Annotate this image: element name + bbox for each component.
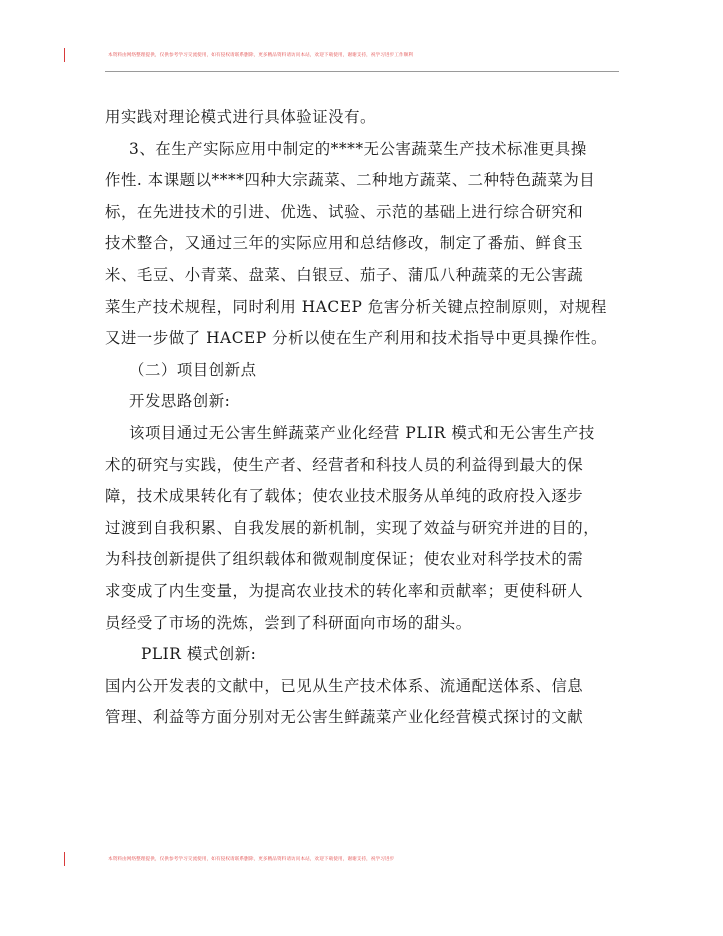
text-line: 又进一步做了 HACEP 分析以使在生产利用和技术指导中更具操作性。 <box>105 329 607 348</box>
text-line: 3、在生产实际应用中制定的****无公害蔬菜生产技术标准更具操 <box>129 139 587 158</box>
text-line: 标，在先进技术的引进、优选、试验、示范的基础上进行综合研究和 <box>105 202 584 221</box>
text-line: 国内公开发表的文献中，已见从生产技术体系、流通配送体系、信息 <box>105 676 584 695</box>
text-line: 障，技术成果转化有了载体；使农业技术服务从单纯的政府投入逐步 <box>105 487 584 506</box>
text-line: 该项目通过无公害生鲜蔬菜产业化经营 PLIR 模式和无公害生产技 <box>129 423 595 442</box>
text-line: 用实践对理论模式进行具体验证没有。 <box>105 108 376 126</box>
subsection-heading: 开发思路创新: <box>129 392 231 411</box>
text-line: 术的研究与实践，使生产者、经营者和科技人员的利益得到最大的保 <box>105 455 584 474</box>
header-rule <box>105 71 619 72</box>
text-line: 技术整合，又通过三年的实际应用和总结修改，制定了番茄、鲜食玉 <box>105 234 584 253</box>
text-line: 过渡到自我积累、自我发展的新机制，实现了效益与研究并进的目的， <box>105 518 600 537</box>
header-margin-mark <box>64 48 65 62</box>
text-line: 管理、利益等方面分别对无公害生鲜蔬菜产业化经营模式探讨的文献 <box>105 708 584 727</box>
footer-margin-mark <box>64 852 65 866</box>
text-line: 米、毛豆、小青菜、盘菜、白银豆、茄子、蒲瓜八种蔬菜的无公害蔬 <box>105 265 584 284</box>
text-line: 求变成了内生变量，为提高农业技术的转化率和贡献率；更使科研人 <box>105 581 584 600</box>
subsection-heading: PLIR 模式创新: <box>141 645 257 664</box>
text-line: 为科技创新提供了组织载体和微观制度保证；使农业对科学技术的需 <box>105 550 584 569</box>
text-line: 作性. 本课题以****四种大宗蔬菜、二种地方蔬菜、二种特色蔬菜为目 <box>105 171 596 190</box>
text-line: 员经受了市场的洗炼，尝到了科研面向市场的甜头。 <box>105 613 472 632</box>
header-banner: 本资料由网络整理提供，仅供参考学习交流使用，如有侵权请联系删除，更多精品资料请访问本站，欢迎下载使用，谢谢支持，祝学习进步工作顺利 <box>108 53 414 58</box>
text-line: 菜生产技术规程，同时利用 HACEP 危害分析关键点控制原则，对规程 <box>105 297 607 316</box>
footer-banner: 本资料由网络整理提供，仅供参考学习交流使用，如有侵权请联系删除，更多精品资料请访问本站，欢迎下载使用，谢谢支持，祝学习进步 <box>108 857 395 862</box>
document-body <box>105 102 625 734</box>
section-heading: （二）项目创新点 <box>129 360 257 379</box>
